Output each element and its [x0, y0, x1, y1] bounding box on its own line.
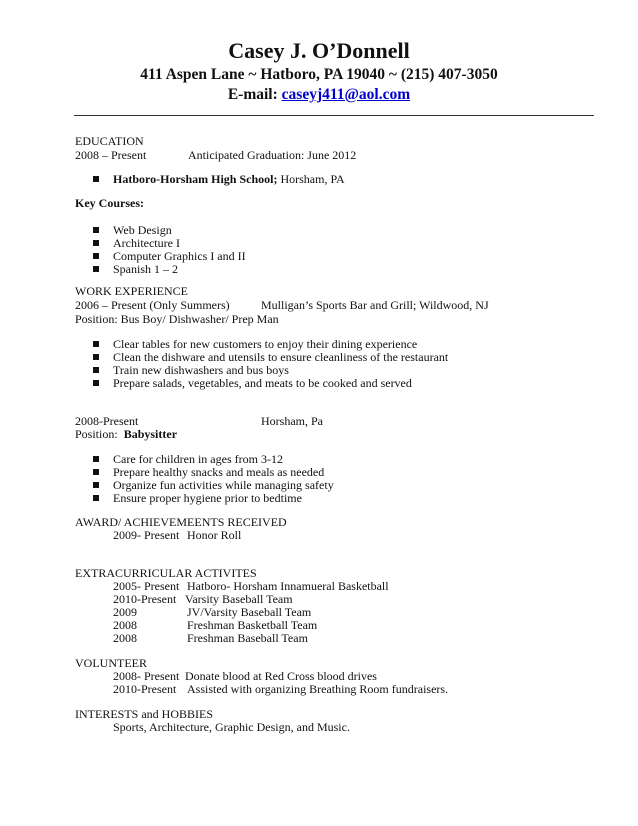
bullet-icon: [93, 253, 99, 259]
duty-item: Clean the dishware and utensils to ensure cleanliness of the restaurant: [113, 350, 449, 364]
duty-item: Ensure proper hygiene prior to bedtime: [113, 491, 302, 505]
volunteer-heading: VOLUNTEER: [75, 656, 147, 670]
school-name: Hatboro-Horsham High School;: [113, 172, 278, 186]
duty-item: Train new dishwashers and bus boys: [113, 363, 289, 377]
duty-item: Organize fun activities while managing safety: [113, 478, 334, 492]
graduation-date: Anticipated Graduation: June 2012: [188, 148, 357, 162]
award-text: Honor Roll: [187, 528, 242, 542]
duty-item: Prepare healthy snacks and meals as needed: [113, 465, 325, 479]
job2-dates: 2008-Present: [75, 414, 139, 428]
activity-text: JV/Varsity Baseball Team: [187, 605, 312, 619]
duty-item: Care for children in ages from 3-12: [113, 452, 283, 466]
job2-position: [75, 427, 177, 441]
course-item: Architecture I: [113, 236, 180, 250]
awards-heading: AWARD/ ACHIEVEMEENTS RECEIVED: [75, 515, 287, 529]
volunteer-text: Donate blood at Red Cross blood drives: [185, 669, 377, 683]
candidate-name: Casey J. O’Donnell: [228, 38, 410, 63]
activity-dates: 2008: [113, 631, 137, 645]
key-courses-heading: Key Courses:: [75, 196, 144, 210]
bullet-icon: [93, 482, 99, 488]
job1-employer: Mulligan’s Sports Bar and Grill; Wildwood, NJ: [261, 298, 489, 312]
bullet-icon: [93, 176, 99, 182]
email-line: [0, 86, 638, 104]
interests-text: Sports, Architecture, Graphic Design, and Music.: [113, 720, 350, 734]
work-heading: WORK EXPERIENCE: [75, 284, 188, 298]
bullet-icon: [93, 354, 99, 360]
job2-position-title: Babysitter: [123, 427, 178, 441]
bullet-icon: [93, 341, 99, 347]
email-label: E-mail:: [227, 86, 278, 103]
activity-text: Freshman Basketball Team: [187, 618, 318, 632]
address-line: 411 Aspen Lane ~ Hatboro, PA 19040 ~ (215) 407-3050: [140, 66, 498, 83]
email-link[interactable]: caseyj411@aol.com: [281, 86, 411, 103]
interests-heading: INTERESTS and HOBBIES: [75, 707, 213, 721]
course-item: Spanish 1 – 2: [113, 262, 179, 276]
duty-item: Clear tables for new customers to enjoy their dining experience: [113, 337, 418, 351]
activity-dates: 2010-Present: [113, 592, 177, 606]
award-dates: 2009- Present: [113, 528, 180, 542]
bullet-icon: [93, 240, 99, 246]
activity-text: Freshman Baseball Team: [187, 631, 308, 645]
activity-dates: 2009: [113, 605, 137, 619]
activity-text: Hatboro- Horsham Innamueral Basketball: [187, 579, 389, 593]
job2-position-label: Position:: [75, 427, 118, 441]
header-divider: [74, 115, 594, 116]
bullet-icon: [93, 227, 99, 233]
bullet-icon: [93, 266, 99, 272]
extracurricular-heading: EXTRACURRICULAR ACTIVITES: [75, 566, 257, 580]
bullet-icon: [93, 495, 99, 501]
course-item: Computer Graphics I and II: [113, 249, 246, 263]
job1-position: Position: Bus Boy/ Dishwasher/ Prep Man: [75, 312, 279, 326]
volunteer-dates: 2008- Present: [113, 669, 180, 683]
school-line: [113, 172, 345, 186]
bullet-icon: [93, 469, 99, 475]
bullet-icon: [93, 367, 99, 373]
activity-dates: 2005- Present: [113, 579, 180, 593]
job1-dates: 2006 – Present (Only Summers): [75, 298, 230, 312]
education-dates: 2008 – Present: [75, 148, 147, 162]
bullet-icon: [93, 380, 99, 386]
activity-text: Varsity Baseball Team: [185, 592, 293, 606]
duty-item: Prepare salads, vegetables, and meats to be cooked and served: [113, 376, 412, 390]
education-heading: EDUCATION: [75, 134, 144, 148]
school-location: Horsham, PA: [280, 172, 345, 186]
course-item: Web Design: [113, 223, 172, 237]
activity-dates: 2008: [113, 618, 137, 632]
volunteer-text: Assisted with organizing Breathing Room fundraisers.: [187, 682, 449, 696]
bullet-icon: [93, 456, 99, 462]
job2-location: Horsham, Pa: [261, 414, 323, 428]
volunteer-dates: 2010-Present: [113, 682, 177, 696]
